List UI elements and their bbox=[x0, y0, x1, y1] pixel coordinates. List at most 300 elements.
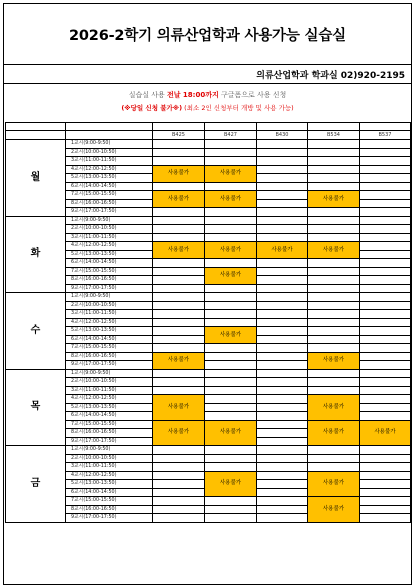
unavailable-slot: 사용불가 bbox=[153, 191, 205, 208]
period-label: 9교시(17:00-17:50) bbox=[66, 514, 153, 523]
available-slot bbox=[205, 157, 257, 166]
available-slot bbox=[205, 386, 257, 395]
available-slot bbox=[360, 182, 411, 191]
table-row bbox=[6, 310, 411, 319]
spacer-row bbox=[6, 123, 411, 131]
available-slot bbox=[360, 157, 411, 166]
available-slot bbox=[308, 327, 360, 336]
available-slot bbox=[360, 505, 411, 514]
table-row bbox=[6, 284, 411, 293]
notice-line-1: 실습실 사용 전날 18:00까지 구글폼으로 사용 신청 bbox=[128, 91, 287, 99]
unavailable-slot: 사용불가 bbox=[153, 420, 205, 446]
available-slot bbox=[257, 446, 308, 455]
day-label-5: 금 bbox=[6, 446, 66, 523]
period-label: 6교시(14:00-14:50) bbox=[66, 182, 153, 191]
available-slot bbox=[308, 284, 360, 293]
available-slot bbox=[360, 352, 411, 361]
available-slot bbox=[257, 174, 308, 183]
available-slot bbox=[257, 344, 308, 353]
available-slot bbox=[308, 182, 360, 191]
table-row bbox=[6, 165, 411, 174]
available-slot bbox=[205, 318, 257, 327]
unavailable-slot: 사용불가 bbox=[308, 352, 360, 369]
available-slot bbox=[257, 208, 308, 217]
period-label: 4교시(12:00-12:50) bbox=[66, 471, 153, 480]
period-label: 4교시(12:00-12:50) bbox=[66, 318, 153, 327]
available-slot bbox=[153, 378, 205, 387]
period-label: 1교시(9:00-9:50) bbox=[66, 140, 153, 149]
available-slot bbox=[360, 471, 411, 480]
available-slot bbox=[360, 301, 411, 310]
available-slot bbox=[153, 454, 205, 463]
available-slot bbox=[360, 514, 411, 523]
table-row bbox=[6, 301, 411, 310]
available-slot bbox=[308, 369, 360, 378]
available-slot bbox=[257, 148, 308, 157]
available-slot bbox=[360, 293, 411, 302]
available-slot bbox=[153, 148, 205, 157]
available-slot bbox=[308, 378, 360, 387]
available-slot bbox=[153, 369, 205, 378]
unavailable-slot: 사용불가 bbox=[308, 395, 360, 421]
available-slot bbox=[153, 216, 205, 225]
day-label-3: 수 bbox=[6, 293, 66, 370]
available-slot bbox=[257, 378, 308, 387]
available-slot bbox=[360, 267, 411, 276]
available-slot bbox=[153, 301, 205, 310]
period-label: 7교시(15:00-15:50) bbox=[66, 191, 153, 200]
table-row bbox=[6, 267, 411, 276]
available-slot bbox=[360, 148, 411, 157]
period-label: 9교시(17:00-17:50) bbox=[66, 437, 153, 446]
header-day-cell bbox=[6, 131, 66, 140]
available-slot bbox=[257, 233, 308, 242]
available-slot bbox=[257, 293, 308, 302]
available-slot bbox=[257, 497, 308, 506]
available-slot bbox=[360, 242, 411, 251]
available-slot bbox=[205, 352, 257, 361]
available-slot bbox=[360, 276, 411, 285]
available-slot bbox=[153, 310, 205, 319]
page-title: 2026-2학기 의류산업학과 사용가능 실습실 bbox=[69, 27, 346, 44]
period-label: 3교시(11:00-11:50) bbox=[66, 157, 153, 166]
room-header-b537: B537 bbox=[360, 131, 411, 140]
available-slot bbox=[308, 259, 360, 268]
title-divider bbox=[4, 64, 411, 65]
available-slot bbox=[308, 267, 360, 276]
period-label: 6교시(14:00-14:50) bbox=[66, 335, 153, 344]
spacer-cell bbox=[308, 123, 360, 131]
timetable-document bbox=[3, 3, 412, 585]
unavailable-slot: 사용불가 bbox=[308, 471, 360, 497]
available-slot bbox=[153, 505, 205, 514]
available-slot bbox=[308, 276, 360, 285]
header-divider bbox=[4, 83, 411, 84]
room-header-b534: B534 bbox=[308, 131, 360, 140]
available-slot bbox=[257, 488, 308, 497]
period-label: 7교시(15:00-15:50) bbox=[66, 344, 153, 353]
period-label: 2교시(10:00-10:50) bbox=[66, 378, 153, 387]
available-slot bbox=[153, 225, 205, 234]
unavailable-slot: 사용불가 bbox=[205, 191, 257, 208]
available-slot bbox=[308, 140, 360, 149]
available-slot bbox=[257, 429, 308, 438]
table-row bbox=[6, 191, 411, 200]
available-slot bbox=[308, 208, 360, 217]
available-slot bbox=[153, 182, 205, 191]
table-row bbox=[6, 225, 411, 234]
available-slot bbox=[205, 310, 257, 319]
available-slot bbox=[205, 259, 257, 268]
available-slot bbox=[257, 395, 308, 404]
available-slot bbox=[205, 361, 257, 370]
available-slot bbox=[360, 327, 411, 336]
available-slot bbox=[308, 233, 360, 242]
available-slot bbox=[153, 157, 205, 166]
period-label: 6교시(14:00-14:50) bbox=[66, 412, 153, 421]
available-slot bbox=[308, 165, 360, 174]
available-slot bbox=[153, 327, 205, 336]
available-slot bbox=[257, 403, 308, 412]
table-row bbox=[6, 318, 411, 327]
period-label: 9교시(17:00-17:50) bbox=[66, 284, 153, 293]
available-slot bbox=[360, 310, 411, 319]
available-slot bbox=[257, 352, 308, 361]
available-slot bbox=[360, 497, 411, 506]
unavailable-slot: 사용불가 bbox=[153, 242, 205, 259]
available-slot bbox=[308, 344, 360, 353]
table-row bbox=[6, 369, 411, 378]
period-label: 9교시(17:00-17:50) bbox=[66, 208, 153, 217]
unavailable-slot: 사용불가 bbox=[257, 242, 308, 259]
unavailable-slot: 사용불가 bbox=[205, 327, 257, 344]
available-slot bbox=[360, 378, 411, 387]
period-label: 5교시(13:00-13:50) bbox=[66, 403, 153, 412]
table-row bbox=[6, 182, 411, 191]
spacer-cell bbox=[66, 123, 153, 131]
available-slot bbox=[153, 386, 205, 395]
available-slot bbox=[360, 233, 411, 242]
table-row bbox=[6, 352, 411, 361]
period-label: 2교시(10:00-10:50) bbox=[66, 301, 153, 310]
available-slot bbox=[360, 318, 411, 327]
available-slot bbox=[257, 514, 308, 523]
department-contact: 의류산업학과 학과실 02)920-2195 bbox=[256, 71, 405, 81]
table-row bbox=[6, 242, 411, 251]
period-label: 4교시(12:00-12:50) bbox=[66, 395, 153, 404]
room-header-b430: B430 bbox=[257, 131, 308, 140]
header-period-cell bbox=[66, 131, 153, 140]
available-slot bbox=[205, 216, 257, 225]
period-label: 9교시(17:00-17:50) bbox=[66, 361, 153, 370]
available-slot bbox=[257, 463, 308, 472]
period-label: 3교시(11:00-11:50) bbox=[66, 310, 153, 319]
available-slot bbox=[360, 199, 411, 208]
available-slot bbox=[205, 293, 257, 302]
period-label: 2교시(10:00-10:50) bbox=[66, 148, 153, 157]
available-slot bbox=[153, 233, 205, 242]
table-row bbox=[6, 420, 411, 429]
available-slot bbox=[257, 259, 308, 268]
available-slot bbox=[360, 395, 411, 404]
available-slot bbox=[153, 259, 205, 268]
table-row bbox=[6, 216, 411, 225]
available-slot bbox=[205, 395, 257, 404]
available-slot bbox=[257, 369, 308, 378]
available-slot bbox=[257, 361, 308, 370]
available-slot bbox=[153, 318, 205, 327]
table-row bbox=[6, 446, 411, 455]
available-slot bbox=[153, 488, 205, 497]
period-label: 5교시(13:00-13:50) bbox=[66, 327, 153, 336]
available-slot bbox=[308, 148, 360, 157]
available-slot bbox=[153, 514, 205, 523]
available-slot bbox=[205, 284, 257, 293]
table-row bbox=[6, 497, 411, 506]
available-slot bbox=[257, 267, 308, 276]
unavailable-slot: 사용불가 bbox=[308, 242, 360, 259]
table-row bbox=[6, 454, 411, 463]
deadline-highlight: 전날 18:00까지 bbox=[166, 91, 219, 99]
available-slot bbox=[205, 505, 257, 514]
available-slot bbox=[360, 446, 411, 455]
period-label: 8교시(16:00-16:50) bbox=[66, 199, 153, 208]
available-slot bbox=[360, 454, 411, 463]
available-slot bbox=[360, 412, 411, 421]
unavailable-slot: 사용불가 bbox=[360, 420, 411, 446]
available-slot bbox=[153, 208, 205, 217]
period-label: 1교시(9:00-9:50) bbox=[66, 446, 153, 455]
available-slot bbox=[308, 293, 360, 302]
available-slot bbox=[308, 225, 360, 234]
available-slot bbox=[205, 403, 257, 412]
available-slot bbox=[205, 208, 257, 217]
period-label: 8교시(16:00-16:50) bbox=[66, 276, 153, 285]
table-row bbox=[6, 259, 411, 268]
available-slot bbox=[153, 480, 205, 489]
available-slot bbox=[308, 454, 360, 463]
available-slot bbox=[360, 480, 411, 489]
available-slot bbox=[360, 284, 411, 293]
available-slot bbox=[257, 216, 308, 225]
available-slot bbox=[153, 463, 205, 472]
available-slot bbox=[257, 420, 308, 429]
available-slot bbox=[153, 267, 205, 276]
unavailable-slot: 사용불가 bbox=[205, 267, 257, 284]
available-slot bbox=[257, 335, 308, 344]
table-row bbox=[6, 463, 411, 472]
available-slot bbox=[257, 284, 308, 293]
period-label: 8교시(16:00-16:50) bbox=[66, 505, 153, 514]
available-slot bbox=[257, 191, 308, 200]
available-slot bbox=[308, 174, 360, 183]
available-slot bbox=[257, 386, 308, 395]
spacer-cell bbox=[360, 123, 411, 131]
table-row bbox=[6, 140, 411, 149]
available-slot bbox=[308, 446, 360, 455]
period-label: 1교시(9:00-9:50) bbox=[66, 216, 153, 225]
available-slot bbox=[360, 361, 411, 370]
room-header-row bbox=[6, 131, 411, 140]
available-slot bbox=[153, 446, 205, 455]
available-slot bbox=[205, 454, 257, 463]
available-slot bbox=[205, 514, 257, 523]
day-label-4: 목 bbox=[6, 369, 66, 446]
available-slot bbox=[153, 276, 205, 285]
available-slot bbox=[360, 225, 411, 234]
table-row bbox=[6, 148, 411, 157]
available-slot bbox=[360, 216, 411, 225]
available-slot bbox=[257, 157, 308, 166]
period-label: 6교시(14:00-14:50) bbox=[66, 488, 153, 497]
period-label: 4교시(12:00-12:50) bbox=[66, 242, 153, 251]
unavailable-slot: 사용불가 bbox=[205, 420, 257, 446]
available-slot bbox=[360, 140, 411, 149]
unavailable-slot: 사용불가 bbox=[153, 352, 205, 369]
period-label: 8교시(16:00-16:50) bbox=[66, 352, 153, 361]
available-slot bbox=[153, 344, 205, 353]
period-label: 5교시(13:00-13:50) bbox=[66, 174, 153, 183]
notice-line-2: (※당일 신청 불가※) (최소 2인 신청부터 개방 및 사용 가능) bbox=[121, 104, 294, 112]
available-slot bbox=[360, 335, 411, 344]
available-slot bbox=[360, 165, 411, 174]
available-slot bbox=[360, 250, 411, 259]
table-row bbox=[6, 395, 411, 404]
spacer-cell bbox=[153, 123, 205, 131]
available-slot bbox=[257, 182, 308, 191]
available-slot bbox=[205, 225, 257, 234]
unavailable-slot: 사용불가 bbox=[153, 165, 205, 182]
available-slot bbox=[308, 157, 360, 166]
available-slot bbox=[153, 293, 205, 302]
unavailable-slot: 사용불가 bbox=[205, 242, 257, 259]
available-slot bbox=[360, 344, 411, 353]
period-label: 6교시(14:00-14:50) bbox=[66, 259, 153, 268]
period-label: 3교시(11:00-11:50) bbox=[66, 463, 153, 472]
unavailable-slot: 사용불가 bbox=[205, 471, 257, 497]
available-slot bbox=[205, 233, 257, 242]
period-label: 8교시(16:00-16:50) bbox=[66, 429, 153, 438]
unavailable-slot: 사용불가 bbox=[308, 420, 360, 446]
unavailable-slot: 사용불가 bbox=[153, 395, 205, 421]
table-row bbox=[6, 157, 411, 166]
room-header-b427: B427 bbox=[205, 131, 257, 140]
table-row bbox=[6, 208, 411, 217]
unavailable-slot: 사용불가 bbox=[205, 165, 257, 182]
period-label: 5교시(13:00-13:50) bbox=[66, 480, 153, 489]
available-slot bbox=[257, 505, 308, 514]
spacer-cell bbox=[6, 123, 66, 131]
available-slot bbox=[257, 480, 308, 489]
available-slot bbox=[257, 225, 308, 234]
available-slot bbox=[308, 463, 360, 472]
available-slot bbox=[257, 199, 308, 208]
available-slot bbox=[205, 140, 257, 149]
available-slot bbox=[257, 310, 308, 319]
available-slot bbox=[257, 437, 308, 446]
period-label: 7교시(15:00-15:50) bbox=[66, 497, 153, 506]
spacer-cell bbox=[257, 123, 308, 131]
available-slot bbox=[308, 310, 360, 319]
period-label: 3교시(11:00-11:50) bbox=[66, 386, 153, 395]
available-slot bbox=[153, 284, 205, 293]
unavailable-slot: 사용불가 bbox=[308, 497, 360, 523]
available-slot bbox=[360, 488, 411, 497]
room-schedule-table bbox=[5, 122, 411, 523]
available-slot bbox=[257, 471, 308, 480]
available-slot bbox=[360, 174, 411, 183]
available-slot bbox=[308, 318, 360, 327]
period-label: 1교시(9:00-9:50) bbox=[66, 369, 153, 378]
table-row bbox=[6, 233, 411, 242]
period-label: 1교시(9:00-9:50) bbox=[66, 293, 153, 302]
available-slot bbox=[360, 208, 411, 217]
available-slot bbox=[257, 318, 308, 327]
available-slot bbox=[360, 386, 411, 395]
available-slot bbox=[153, 140, 205, 149]
available-slot bbox=[360, 463, 411, 472]
table-row bbox=[6, 471, 411, 480]
period-label: 4교시(12:00-12:50) bbox=[66, 165, 153, 174]
available-slot bbox=[153, 497, 205, 506]
available-slot bbox=[257, 327, 308, 336]
same-day-warning: (※당일 신청 불가※) bbox=[121, 104, 183, 112]
day-label-2: 화 bbox=[6, 216, 66, 293]
day-label-1: 월 bbox=[6, 140, 66, 217]
available-slot bbox=[308, 335, 360, 344]
available-slot bbox=[360, 191, 411, 200]
available-slot bbox=[153, 471, 205, 480]
table-row bbox=[6, 344, 411, 353]
available-slot bbox=[360, 369, 411, 378]
unavailable-slot: 사용불가 bbox=[308, 191, 360, 208]
available-slot bbox=[257, 276, 308, 285]
available-slot bbox=[360, 259, 411, 268]
available-slot bbox=[205, 463, 257, 472]
table-row bbox=[6, 386, 411, 395]
period-label: 2교시(10:00-10:50) bbox=[66, 454, 153, 463]
available-slot bbox=[257, 165, 308, 174]
available-slot bbox=[205, 148, 257, 157]
spacer-cell bbox=[205, 123, 257, 131]
available-slot bbox=[205, 378, 257, 387]
available-slot bbox=[205, 369, 257, 378]
available-slot bbox=[257, 412, 308, 421]
available-slot bbox=[257, 301, 308, 310]
available-slot bbox=[205, 497, 257, 506]
available-slot bbox=[308, 301, 360, 310]
available-slot bbox=[360, 403, 411, 412]
period-label: 7교시(15:00-15:50) bbox=[66, 420, 153, 429]
period-label: 3교시(11:00-11:50) bbox=[66, 233, 153, 242]
available-slot bbox=[205, 412, 257, 421]
available-slot bbox=[308, 386, 360, 395]
table-row bbox=[6, 293, 411, 302]
available-slot bbox=[257, 140, 308, 149]
period-label: 2교시(10:00-10:50) bbox=[66, 225, 153, 234]
available-slot bbox=[153, 335, 205, 344]
available-slot bbox=[308, 216, 360, 225]
period-label: 7교시(15:00-15:50) bbox=[66, 267, 153, 276]
table-row bbox=[6, 378, 411, 387]
room-header-b425: B425 bbox=[153, 131, 205, 140]
period-label: 5교시(13:00-13:50) bbox=[66, 250, 153, 259]
available-slot bbox=[257, 454, 308, 463]
table-row bbox=[6, 327, 411, 336]
available-slot bbox=[205, 182, 257, 191]
available-slot bbox=[205, 344, 257, 353]
available-slot bbox=[205, 446, 257, 455]
